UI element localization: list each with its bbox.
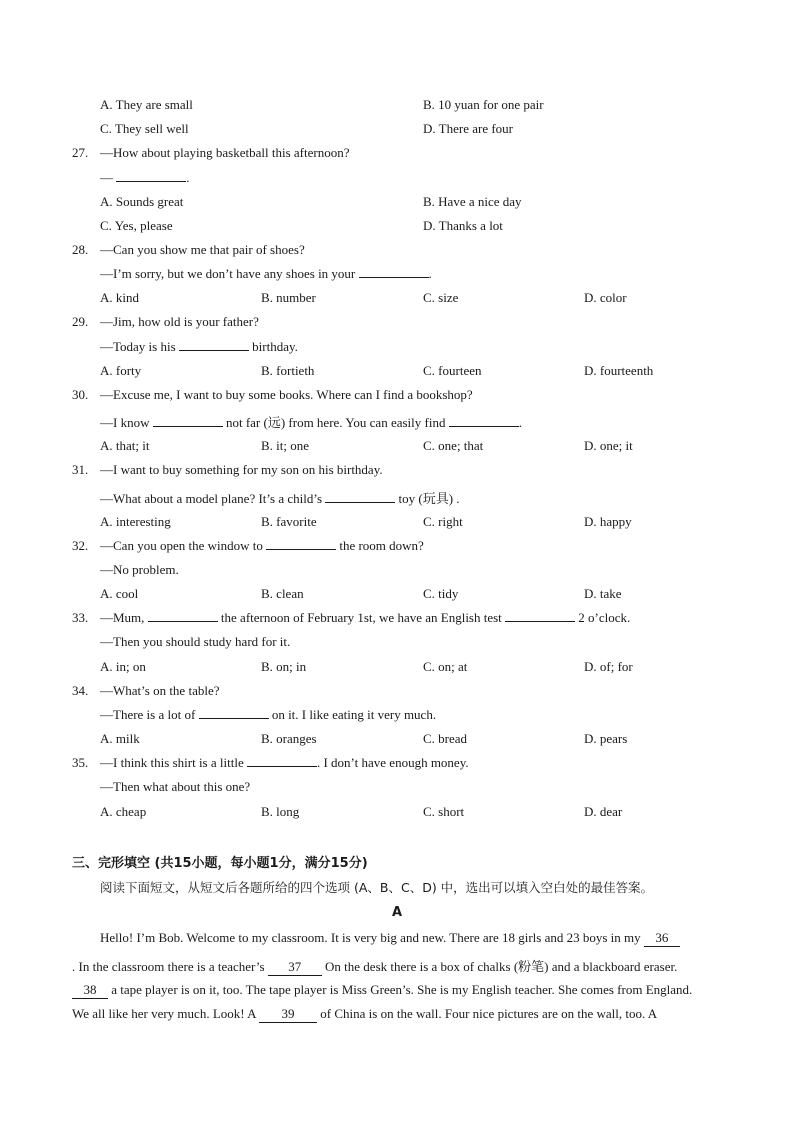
q34-option-d[interactable]: D. pears	[584, 731, 628, 746]
question-reply: —Today is his birthday.	[100, 339, 298, 354]
question-number: 35.	[72, 755, 89, 770]
q28-option-d[interactable]: D. color	[584, 290, 627, 305]
q29-option-a[interactable]: A. forty	[100, 363, 142, 378]
answer-blank[interactable]	[359, 266, 429, 278]
question-reply: —I’m sorry, but we don’t have any shoes in your .	[100, 266, 432, 281]
q26-option-a[interactable]: A. They are small	[100, 97, 193, 112]
question-stem: —Mum, the afternoon of February 1st, we have an English test 2 o’clock.	[100, 610, 631, 625]
question-reply: —Then what about this one?	[100, 779, 251, 794]
question-reply: —There is a lot of on it. I like eating it very much.	[100, 707, 437, 722]
q35-option-a[interactable]: A. cheap	[100, 804, 147, 819]
question-reply: —No problem.	[100, 562, 179, 577]
q31-option-a[interactable]: A. interesting	[100, 514, 171, 529]
question-number: 32.	[72, 538, 89, 553]
q33-option-b[interactable]: B. on; in	[261, 659, 307, 674]
answer-blank[interactable]	[266, 538, 336, 550]
q28-option-c[interactable]: C. size	[423, 290, 459, 305]
answer-blank[interactable]	[247, 755, 317, 767]
q27-option-c[interactable]: C. Yes, please	[100, 218, 173, 233]
answer-blank[interactable]	[148, 610, 218, 622]
q30-option-b[interactable]: B. it; one	[261, 438, 310, 453]
question-number: 33.	[72, 610, 89, 625]
blank-39[interactable]: 39	[259, 1006, 317, 1023]
q27-option-b[interactable]: B. Have a nice day	[423, 194, 522, 209]
q34-option-a[interactable]: A. milk	[100, 731, 140, 746]
question-stem: —Can you open the window to the room down?	[100, 538, 424, 553]
section-title: 三、完形填空 (共15小题，每小题1分，满分15分)	[72, 856, 368, 871]
section-instruction: 阅读下面短文，从短文后各题所给的四个选项 (A、B、C、D) 中，选出可以填入空白处的最佳答案。	[100, 880, 654, 895]
question-stem: —Can you show me that pair of shoes?	[100, 242, 305, 257]
blank-37[interactable]: 37	[268, 959, 322, 976]
passage-line-4: We all like her very much. Look! A 39 of China is on the wall. Four nice pictures are on the wall, too. A	[72, 1006, 658, 1021]
q26-option-b[interactable]: B. 10 yuan for one pair	[423, 97, 544, 112]
answer-blank[interactable]	[116, 170, 186, 182]
q28-option-b[interactable]: B. number	[261, 290, 316, 305]
q32-option-c[interactable]: C. tidy	[423, 586, 459, 601]
q35-option-b[interactable]: B. long	[261, 804, 300, 819]
q34-option-b[interactable]: B. oranges	[261, 731, 317, 746]
q30-option-a[interactable]: A. that; it	[100, 438, 150, 453]
q29-option-d[interactable]: D. fourteenth	[584, 363, 654, 378]
question-reply: —I know not far (远) from here. You can easily find .	[100, 415, 522, 430]
q35-option-c[interactable]: C. short	[423, 804, 465, 819]
q33-option-d[interactable]: D. of; for	[584, 659, 633, 674]
q29-option-c[interactable]: C. fourteen	[423, 363, 482, 378]
q33-option-a[interactable]: A. in; on	[100, 659, 146, 674]
q27-option-d[interactable]: D. Thanks a lot	[423, 218, 503, 233]
question-number: 27.	[72, 145, 89, 160]
question-stem: —I want to buy something for my son on his birthday.	[100, 462, 383, 477]
question-reply: —What about a model plane? It’s a child’s toy (玩具) .	[100, 491, 460, 506]
q27-option-a[interactable]: A. Sounds great	[100, 194, 184, 209]
answer-blank[interactable]	[179, 339, 249, 351]
passage-title: A	[391, 905, 403, 920]
q31-option-b[interactable]: B. favorite	[261, 514, 317, 529]
passage-line-1: Hello! I’m Bob. Welcome to my classroom. It is very big and new. There are 18 girls and 23 boys in my 36	[100, 930, 680, 947]
question-reply: —Then you should study hard for it.	[100, 634, 291, 649]
question-stem: —What’s on the table?	[100, 683, 220, 698]
q31-option-c[interactable]: C. right	[423, 514, 463, 529]
q33-option-c[interactable]: C. on; at	[423, 659, 468, 674]
q26-option-d[interactable]: D. There are four	[423, 121, 513, 136]
blank-36[interactable]: 36	[644, 930, 680, 947]
passage-line-2: . In the classroom there is a teacher’s 37 On the desk there is a box of chalks (粉笔) and a blackboard eraser.	[72, 959, 678, 974]
answer-blank[interactable]	[325, 491, 395, 503]
q32-option-a[interactable]: A. cool	[100, 586, 139, 601]
q29-option-b[interactable]: B. fortieth	[261, 363, 315, 378]
question-number: 28.	[72, 242, 89, 257]
question-stem: —Jim, how old is your father?	[100, 314, 259, 329]
q26-option-c[interactable]: C. They sell well	[100, 121, 189, 136]
q34-option-c[interactable]: C. bread	[423, 731, 468, 746]
question-stem: —I think this shirt is a little . I don’t have enough money.	[100, 755, 469, 770]
q30-option-d[interactable]: D. one; it	[584, 438, 633, 453]
answer-blank[interactable]	[199, 707, 269, 719]
passage-line-3: 38 a tape player is on it, too. The tape player is Miss Green’s. She is my English teacher. She comes from England.	[72, 982, 692, 999]
question-number: 30.	[72, 387, 89, 402]
question-number: 29.	[72, 314, 89, 329]
answer-blank[interactable]	[153, 415, 223, 427]
q35-option-d[interactable]: D. dear	[584, 804, 623, 819]
answer-blank[interactable]	[449, 415, 519, 427]
q30-option-c[interactable]: C. one; that	[423, 438, 484, 453]
q28-option-a[interactable]: A. kind	[100, 290, 139, 305]
question-stem: —How about playing basketball this afternoon?	[100, 145, 350, 160]
answer-blank[interactable]	[505, 610, 575, 622]
question-reply: — .	[100, 170, 190, 185]
question-number: 34.	[72, 683, 89, 698]
q31-option-d[interactable]: D. happy	[584, 514, 632, 529]
question-stem: —Excuse me, I want to buy some books. Where can I find a bookshop?	[100, 387, 473, 402]
q32-option-d[interactable]: D. take	[584, 586, 622, 601]
blank-38[interactable]: 38	[72, 982, 108, 999]
question-number: 31.	[72, 462, 89, 477]
q32-option-b[interactable]: B. clean	[261, 586, 304, 601]
